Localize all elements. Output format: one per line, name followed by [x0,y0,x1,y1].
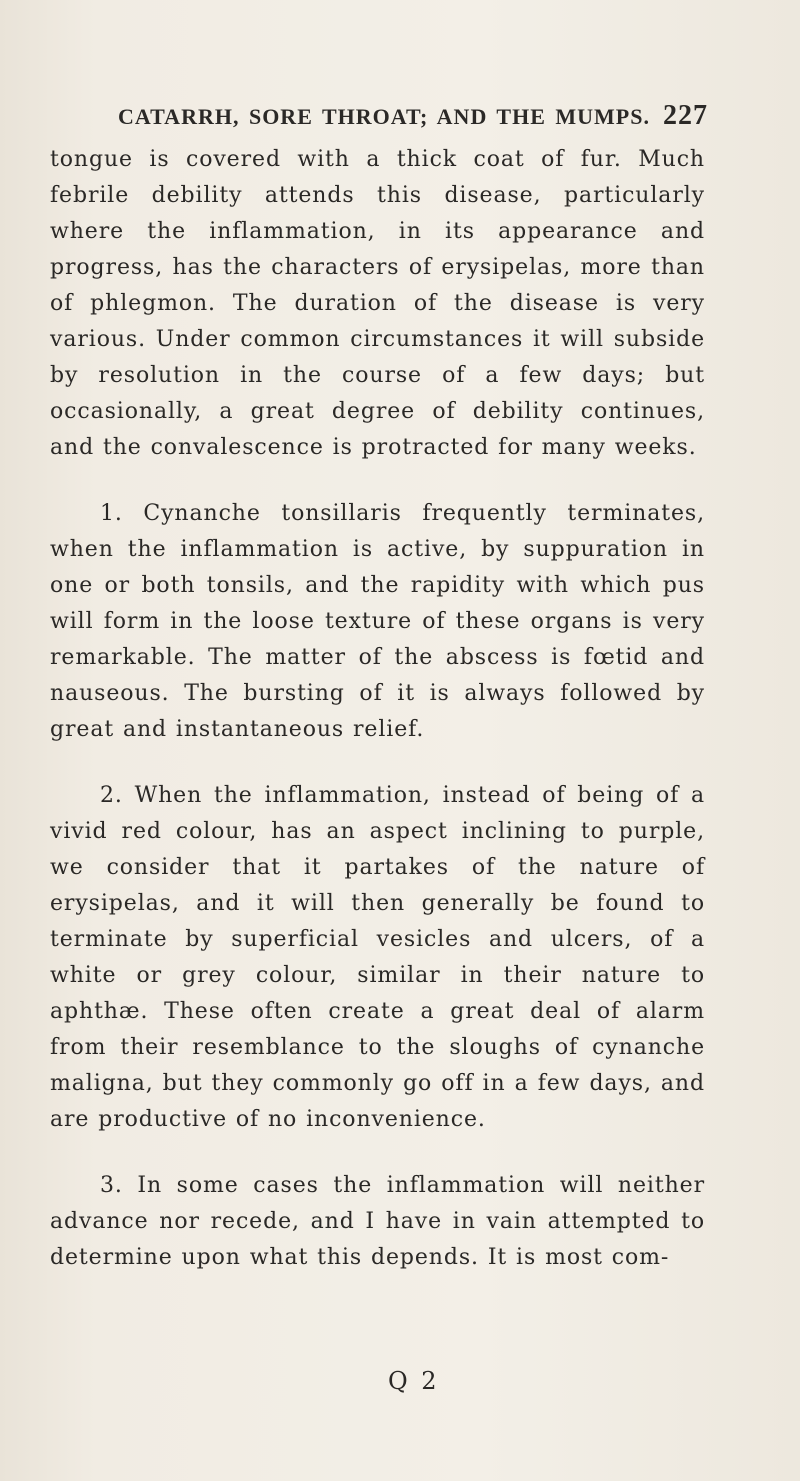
paragraph-3: 3. In some cases the inflammation will neither advance nor recede, and I have in vain attempted to determine upon what this depends. It is most com- [50,1173,705,1270]
signature-mark: Q 2 [388,1367,440,1395]
paragraph-1: 1. Cynanche tonsillaris frequently terminates, when the inflammation is active, by suppuration in one or both tonsils, and the rapidity with which pus will form in the loose texture of these organs is very remarkable. The matter of the abscess is fœtid and nauseous. The bursting of it is always followed by great and instantaneous relief. [50,501,705,742]
paragraph-continuation: tongue is covered with a thick coat of fur. Much febrile debility attends this disease, particularly where the inflammation, in its appearance and progress, has the characters of erysipelas, more than of phlegmon. The duration of the disease is very various. Under common circumstances it will subside by resolution in the course of a few days; but occasionally, a great degree of debility continues, and the convalescence is protracted for many weeks. [50,147,705,460]
page-number: 227 [663,100,708,131]
body-text [50,142,705,1276]
paragraph-2: 2. When the inflammation, instead of being of a vivid red colour, has an aspect inclining to purple, we consider that it partakes of the nature of erysipelas, and it will then generally be found to terminate by superficial vesicles and ulcers, of a white or grey colour, similar in their nature to aphthæ. These often create a great deal of alarm from their resemblance to the sloughs of cynanche maligna, but they commonly go off in a few days, and are productive of no inconvenience. [50,783,705,1132]
running-head [118,100,708,131]
running-head-title: CATARRH, SORE THROAT; AND THE MUMPS. [118,104,650,129]
